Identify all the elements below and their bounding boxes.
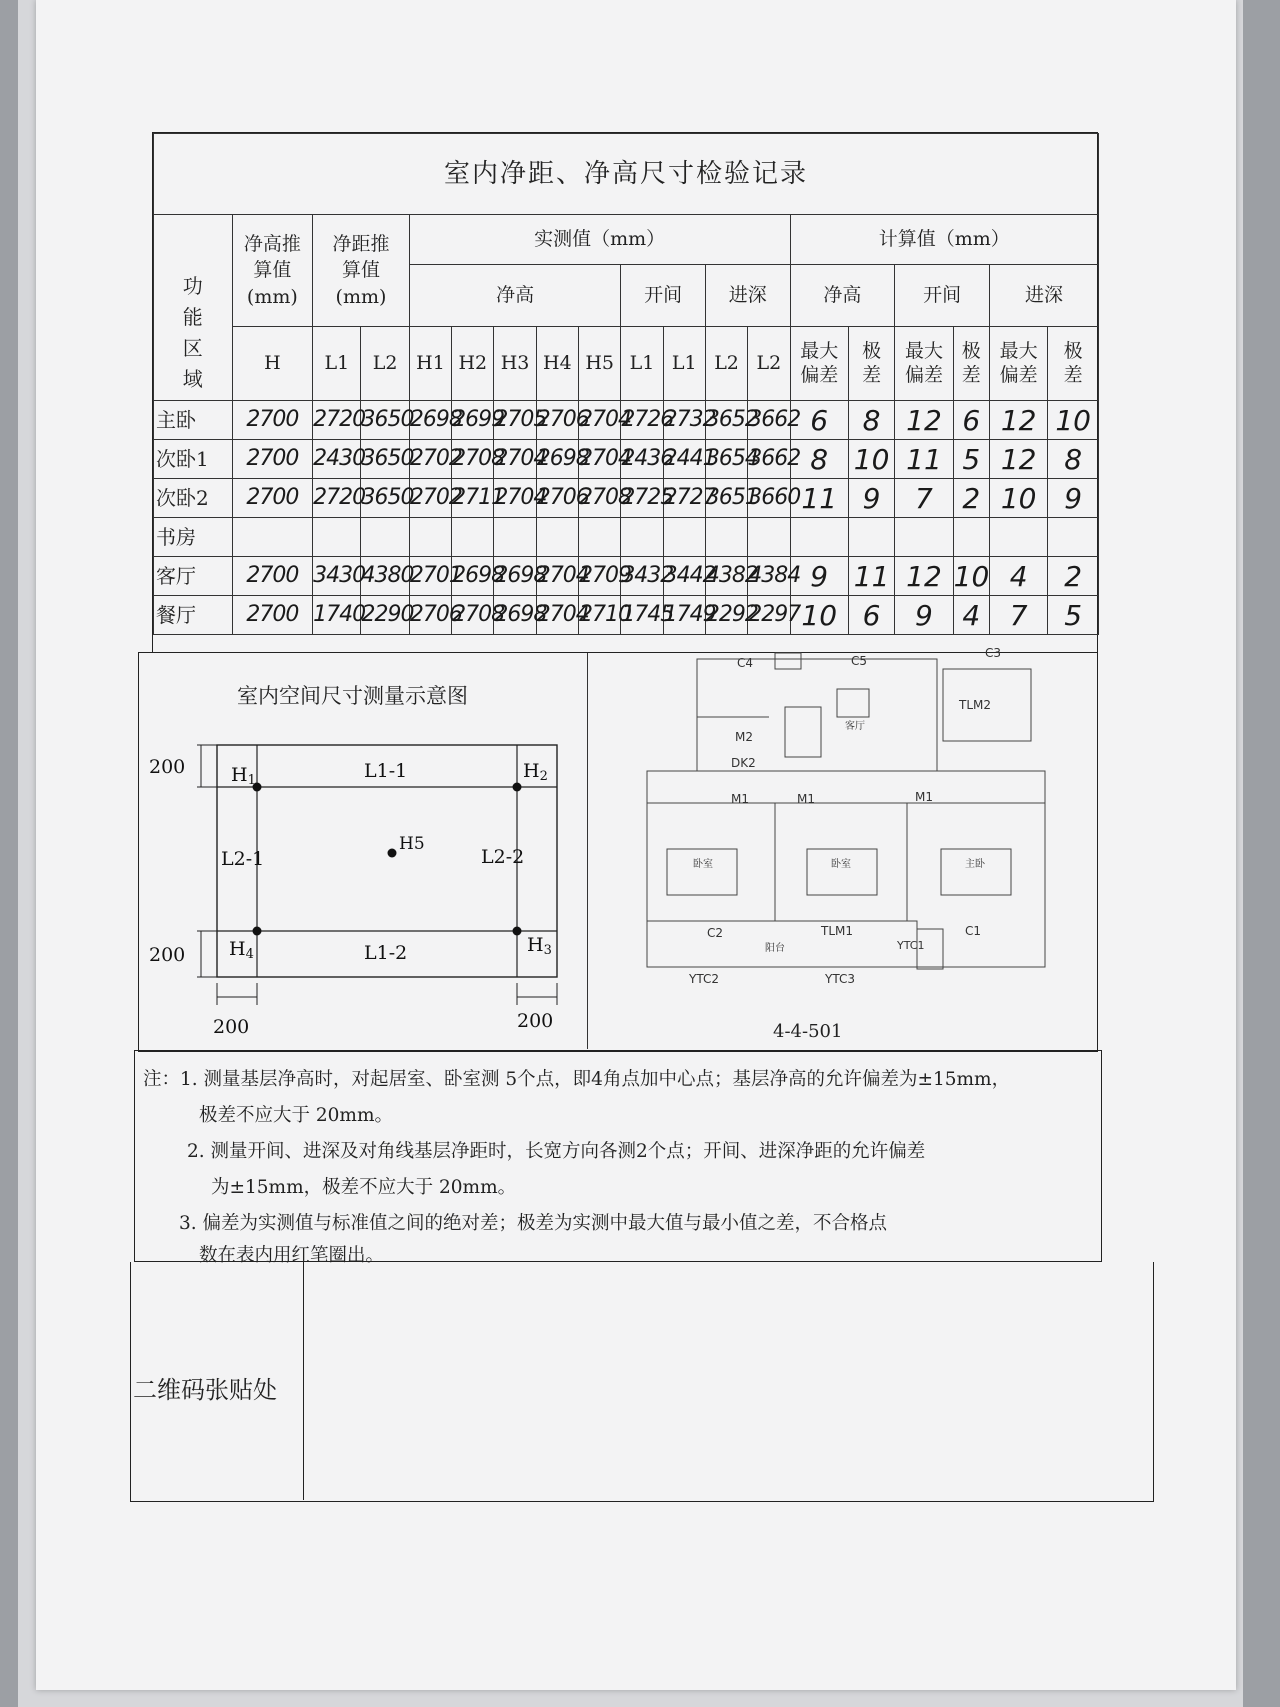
measured-cell: 2702: [409, 440, 451, 479]
dim-200-top: 200: [149, 756, 186, 778]
dim-200-left: 200: [149, 944, 186, 966]
measured-cell: 2700: [232, 401, 313, 440]
table-body: [154, 401, 1099, 635]
measured-depth-header: 进深: [705, 265, 790, 327]
calculated-cell: 6: [790, 401, 848, 440]
plan-bed-master: [941, 849, 1011, 895]
measured-cell: [536, 518, 578, 557]
col-h: H: [232, 327, 313, 401]
measured-cell: 2702: [409, 479, 451, 518]
table-row: [154, 440, 1099, 479]
calculated-cell: [848, 518, 894, 557]
measured-cell: 1740: [313, 596, 361, 635]
plan-bed-mid: [807, 849, 877, 895]
header-line: (mm): [335, 285, 387, 308]
calculated-cell: 11: [848, 557, 894, 596]
calculated-cell: 5: [1048, 596, 1099, 635]
header-line: 最大: [999, 339, 1038, 362]
calc-bay-header: 开间: [895, 265, 990, 327]
room-name: 客厅: [154, 557, 233, 596]
header-line: 净距推: [332, 232, 390, 255]
inspection-form: [152, 132, 1098, 652]
plan-m1-mid: M1: [797, 792, 815, 806]
calculated-cell: 9: [895, 596, 953, 635]
measured-cell: [409, 518, 451, 557]
measured-cell: 2706: [409, 596, 451, 635]
measured-cell: 2706: [536, 479, 578, 518]
measured-cell: 2699: [452, 401, 494, 440]
measured-cell: 2708: [452, 596, 494, 635]
label-l11: L1-1: [364, 760, 408, 782]
measured-cell: 2704: [579, 401, 621, 440]
point-h5: [388, 849, 397, 858]
dim-200-bottom-left: 200: [213, 1016, 250, 1038]
calculated-cell: 8: [1048, 440, 1099, 479]
measured-cell: 3430: [313, 557, 361, 596]
measured-cell: 1749: [663, 596, 705, 635]
area-char: 区: [182, 335, 203, 360]
note-2: 2. 测量开间、进深及对角线基层净距时，长宽方向各测2个点；开间、进深净距的允许偏差: [187, 1141, 926, 1162]
measured-cell: 2430: [313, 440, 361, 479]
col-h3: H3: [494, 327, 536, 401]
plan-bed-left-label: 卧室: [693, 859, 713, 870]
measured-cell: 2290: [361, 596, 409, 635]
header-line: 极: [961, 339, 981, 362]
measured-height-header: 净高: [409, 265, 620, 327]
plan-c3: C3: [985, 646, 1002, 660]
plan-tlm2: TLM2: [959, 698, 992, 712]
measured-cell: 2706: [536, 401, 578, 440]
calculated-cell: 6: [953, 401, 989, 440]
header-line: 极: [1063, 339, 1083, 362]
calculated-cell: 10: [953, 557, 989, 596]
calculated-cell: 9: [1048, 479, 1099, 518]
measured-cell: 2436: [621, 440, 663, 479]
note-3-cont: 数在表内用红笔圈出。: [199, 1245, 385, 1266]
plan-table: [837, 689, 869, 717]
calculated-cell: 4: [953, 596, 989, 635]
measured-cell: 2698: [494, 596, 536, 635]
diagram-title: 室内空间尺寸测量示意图: [237, 684, 468, 708]
label-h2: [523, 760, 548, 784]
col-depth-l2b: L2: [748, 327, 790, 401]
measured-cell: 3654: [705, 440, 747, 479]
measured-cell: [313, 518, 361, 557]
calculated-cell: 4: [989, 557, 1047, 596]
measured-cell: 2720: [313, 401, 361, 440]
measured-cell: 2704: [579, 440, 621, 479]
calculated-cell: 6: [848, 596, 894, 635]
measured-cell: 2704: [494, 479, 536, 518]
measured-cell: [748, 518, 790, 557]
calc-depth-header: 进深: [989, 265, 1098, 327]
measured-cell: 2700: [232, 479, 313, 518]
calculated-cell: 12: [895, 557, 953, 596]
header-line: 偏差: [904, 363, 943, 386]
measured-cell: 2297: [748, 596, 790, 635]
measured-cell: 2698: [536, 440, 578, 479]
calculated-cell: 9: [790, 557, 848, 596]
calculated-cell: 10: [989, 479, 1047, 518]
form-title: 室内净距、净高尺寸检验记录: [154, 134, 1099, 215]
measured-cell: 3650: [361, 440, 409, 479]
header-line: 差: [961, 363, 981, 386]
note-1-cont: 极差不应大于 20mm。: [199, 1105, 394, 1126]
measured-cell: 2732: [663, 401, 705, 440]
label-h4: [229, 938, 254, 962]
label-h4-main: H: [229, 938, 246, 960]
dim-200-bottom-right: 200: [517, 1010, 554, 1032]
plan-m1-right: M1: [915, 790, 933, 804]
note-2-cont: 为±15mm，极差不应大于 20mm。: [211, 1177, 517, 1198]
measured-cell: 4380: [361, 557, 409, 596]
plan-bed-left: [667, 849, 737, 895]
measured-cell: 2708: [579, 479, 621, 518]
plan-living: 客厅: [845, 721, 865, 732]
calculated-cell: 10: [790, 596, 848, 635]
measured-cell: 2700: [232, 557, 313, 596]
measured-cell: [232, 518, 313, 557]
label-h4-sub: 4: [245, 947, 254, 962]
header-line: 偏差: [800, 363, 839, 386]
calculated-cell: 2: [1048, 557, 1099, 596]
plan-c2: C2: [707, 926, 724, 940]
plan-c1: C1: [965, 924, 982, 938]
col-depth-maxdev: [989, 327, 1047, 401]
label-h1-sub: 1: [247, 773, 256, 788]
calculated-cell: 10: [1048, 401, 1099, 440]
calc-height-header: 净高: [790, 265, 895, 327]
calculated-cell: 9: [848, 479, 894, 518]
qr-section: [130, 1262, 1154, 1502]
col-bay-l1b: L1: [663, 327, 705, 401]
qr-label: 二维码张贴处: [133, 1376, 277, 1404]
measured-cell: [452, 518, 494, 557]
notes-section: [134, 1050, 1102, 1266]
measured-cell: [663, 518, 705, 557]
table-row: [154, 557, 1099, 596]
plan-bed-mid-label: 卧室: [831, 859, 851, 870]
col-h5: H5: [579, 327, 621, 401]
measured-cell: 2709: [579, 557, 621, 596]
measured-cell: 2698: [494, 557, 536, 596]
room-name: 主卧: [154, 401, 233, 440]
label-h2-sub: 2: [539, 769, 548, 784]
measured-cell: 3662: [748, 401, 790, 440]
measured-cell: 2720: [313, 479, 361, 518]
plan-bed-master-label: 主卧: [965, 859, 985, 870]
calculated-cell: 2: [953, 479, 989, 518]
header-line: 算值: [253, 259, 292, 282]
measured-cell: 3660: [748, 479, 790, 518]
calculated-cell: 10: [848, 440, 894, 479]
col-h1: H1: [409, 327, 451, 401]
note-1: 注：1. 测量基层净高时，对起居室、卧室测 5个点，即4角点加中心点；基层净高的允许偏差为±15mm，: [143, 1069, 1011, 1090]
measured-cell: 2708: [452, 440, 494, 479]
measured-cell: 2704: [536, 596, 578, 635]
plan-m2: M2: [735, 730, 753, 744]
plan-ytc1: YTC1: [897, 939, 925, 952]
calculated-header: 计算值（mm）: [790, 215, 1099, 265]
measured-bay-header: 开间: [621, 265, 706, 327]
measured-cell: 2700: [232, 596, 313, 635]
plan-top-block: [697, 659, 937, 771]
area-header: [154, 215, 233, 401]
qr-divider: [303, 1262, 304, 1500]
distance-estimate-header: [313, 215, 410, 327]
measured-cell: 4382: [705, 557, 747, 596]
height-estimate-header: [232, 215, 313, 327]
table-row: [154, 596, 1099, 635]
point-h4: [253, 927, 262, 936]
note-3: 3. 偏差为实测值与标准值之间的绝对差；极差为实测中最大值与最小值之差，不合格点: [179, 1213, 888, 1234]
calculated-cell: 12: [895, 401, 953, 440]
measured-cell: 2726: [621, 401, 663, 440]
measured-cell: 3650: [361, 479, 409, 518]
calculated-cell: 12: [989, 401, 1047, 440]
plan-c4-box: [775, 653, 801, 669]
calculated-cell: 8: [790, 440, 848, 479]
plan-c4: C4: [737, 656, 754, 670]
col-l1: L1: [313, 327, 361, 401]
room-name: 书房: [154, 518, 233, 557]
measured-header: 实测值（mm）: [409, 215, 790, 265]
measured-cell: 2700: [232, 440, 313, 479]
label-l22: L2-2: [481, 846, 525, 868]
calculated-cell: 7: [989, 596, 1047, 635]
diagram-section: [138, 646, 1098, 1052]
area-char: 功: [182, 273, 203, 298]
diagram-divider: [587, 653, 588, 1049]
calculated-cell: 8: [848, 401, 894, 440]
header-line: 偏差: [999, 363, 1038, 386]
room-name: 次卧2: [154, 479, 233, 518]
table-row: [154, 479, 1099, 518]
col-depth-l2a: L2: [705, 327, 747, 401]
col-h2: H2: [452, 327, 494, 401]
col-bay-maxdev: [895, 327, 953, 401]
label-h3-sub: 3: [543, 943, 552, 958]
plan-unit-number: 4-4-501: [773, 1021, 843, 1042]
measurement-table: [153, 133, 1099, 635]
label-l12: L1-2: [364, 942, 408, 964]
col-bay-range: [953, 327, 989, 401]
measured-cell: [579, 518, 621, 557]
measured-cell: 3432: [621, 557, 663, 596]
room-name: 餐厅: [154, 596, 233, 635]
measured-cell: 1745: [621, 596, 663, 635]
col-l2: L2: [361, 327, 409, 401]
measured-cell: 2704: [536, 557, 578, 596]
label-h3: [527, 934, 552, 958]
header-line: 算值: [341, 259, 380, 282]
calculated-cell: [1048, 518, 1099, 557]
plan-ytc2: YTC2: [689, 972, 719, 986]
measured-cell: 2292: [705, 596, 747, 635]
measured-cell: 3651: [705, 479, 747, 518]
label-h1-main: H: [231, 764, 248, 786]
plan-tlm1: TLM1: [821, 924, 854, 938]
col-height-maxdev: [790, 327, 848, 401]
point-h3: [513, 927, 522, 936]
calculated-cell: 7: [895, 479, 953, 518]
label-l21: L2-1: [221, 848, 265, 870]
calculated-cell: 12: [989, 440, 1047, 479]
measured-cell: 2698: [409, 401, 451, 440]
measured-cell: 3442: [663, 557, 705, 596]
calculated-cell: [989, 518, 1047, 557]
area-char: 能: [182, 304, 203, 329]
header-line: 最大: [800, 339, 839, 362]
col-height-range: [848, 327, 894, 401]
header-line: (mm): [246, 285, 298, 308]
calculated-cell: 11: [790, 479, 848, 518]
measured-cell: 3662: [748, 440, 790, 479]
measured-cell: 3652: [705, 401, 747, 440]
measured-cell: 2727: [663, 479, 705, 518]
calculated-cell: [790, 518, 848, 557]
measured-cell: 2698: [452, 557, 494, 596]
measured-cell: [705, 518, 747, 557]
measured-cell: [494, 518, 536, 557]
measured-cell: [361, 518, 409, 557]
measurement-diagram: [139, 653, 587, 1049]
measured-cell: 2701: [409, 557, 451, 596]
area-char: 域: [182, 366, 203, 391]
measured-cell: 2710: [579, 596, 621, 635]
calculated-cell: 5: [953, 440, 989, 479]
calculated-cell: [895, 518, 953, 557]
header-line: 极: [862, 339, 882, 362]
floor-plan: [589, 646, 1097, 1049]
label-h2-main: H: [523, 760, 540, 782]
col-h4: H4: [536, 327, 578, 401]
measured-cell: 2725: [621, 479, 663, 518]
measured-cell: 2704: [494, 440, 536, 479]
table-row: [154, 518, 1099, 557]
header-line: 最大: [904, 339, 943, 362]
measured-cell: 4384: [748, 557, 790, 596]
measured-cell: [621, 518, 663, 557]
measured-cell: 2705: [494, 401, 536, 440]
label-h5: H5: [399, 834, 425, 854]
measured-cell: 3650: [361, 401, 409, 440]
calculated-cell: [953, 518, 989, 557]
calculated-cell: 11: [895, 440, 953, 479]
label-h1: [231, 764, 256, 788]
header-line: 差: [1063, 363, 1083, 386]
table-row: [154, 401, 1099, 440]
plan-sofa: [785, 707, 821, 757]
header-line: 差: [862, 363, 882, 386]
measured-cell: 2441: [663, 440, 705, 479]
point-h2: [513, 783, 522, 792]
plan-dk2: DK2: [731, 756, 756, 770]
col-bay-l1a: L1: [621, 327, 663, 401]
col-depth-range: [1048, 327, 1099, 401]
plan-ytc3: YTC3: [825, 972, 855, 986]
plan-m1-left: M1: [731, 792, 749, 806]
label-h3-main: H: [527, 934, 544, 956]
header-line: 净高推: [243, 232, 301, 255]
plan-balcony-label: 阳台: [765, 943, 785, 954]
plan-c5: C5: [851, 654, 868, 668]
measured-cell: 2711: [452, 479, 494, 518]
room-name: 次卧1: [154, 440, 233, 479]
